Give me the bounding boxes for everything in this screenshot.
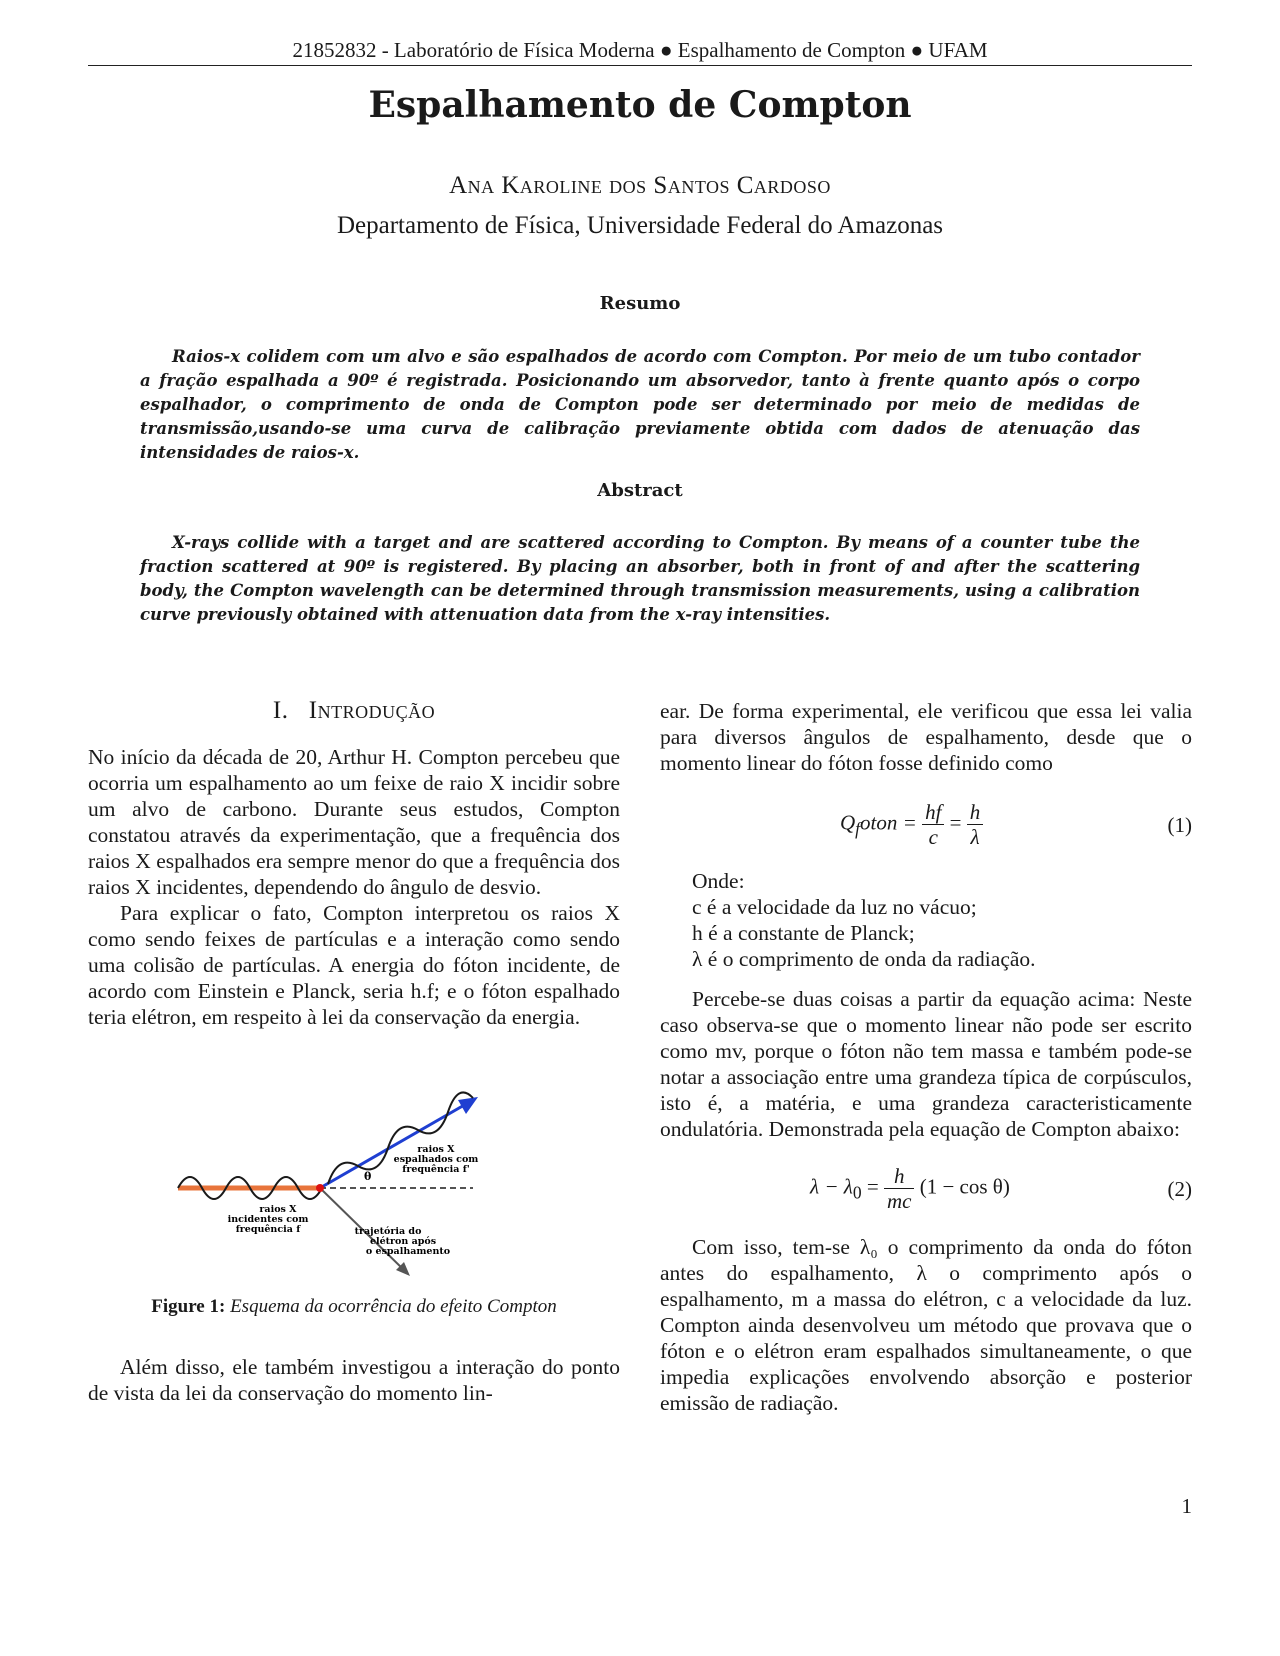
resumo-body: Raios-x colidem com um alvo e são espalhados de acordo com Compton. Por meio de um tubo contador a fração espalhada a 90º é registrada. Posicionando um absorvedor, tanto à frente quanto após o corpo espalhador, o comprimento de onda de Compton pode ser determinado por meio de medidas de transmissão,usando-se uma curva de calibração previamente obtida com dados de atenuação das intensidades de raios-x. (140, 347, 1140, 462)
equation-2-number: (2) (1167, 1177, 1192, 1201)
eq1-fraction-1 (922, 800, 944, 849)
eq1-frac1-num: hf (925, 800, 942, 824)
equation-1-number: (1) (1167, 813, 1192, 837)
right-paragraph-continued: ear. De forma experimental, ele verificou que essa lei valia para diversos ângulos de espalhamento, desde que o momento linear do fóton fosse definido como (660, 699, 1192, 775)
figure-caption (88, 1294, 620, 1320)
definitions-list (660, 868, 1192, 972)
eq1-equals: = (949, 810, 962, 835)
right-paragraph-3: Com isso, tem-se λ₀ o comprimento da onda do fóton antes do espalhamento, λ o comprimento após o espalhamento, m a massa do elétron, c a velocidade da luz. Compton ainda desenvolveu um método que provava que o fóton e o elétron eram espalhados simultaneamente, o que impedia explicações envolvendo absorção e posterior emissão de radiação. (660, 1235, 1192, 1415)
definition-lambda: λ é o comprimento de onda da radiação. (692, 947, 1036, 971)
scattered-label-3: frequência f' (402, 1164, 470, 1175)
running-head: 21852832 - Laboratório de Física Moderna ● Espalhamento de Compton ● UFAM (292, 38, 988, 62)
left-column (88, 698, 620, 1406)
angle-label: θ (364, 1170, 372, 1183)
eq2-frac-num: h (893, 1164, 905, 1188)
eq1-frac2-den: λ (970, 825, 980, 849)
eq1-lhs-rest: oton = (860, 810, 917, 835)
intro-paragraph-3: Além disso, ele também investigou a interação do ponto de vista da lei da conservação do momento lin- (88, 1355, 620, 1405)
eq1-frac2-num: h (969, 800, 981, 824)
intro-paragraph-2: Para explicar o fato, Compton interpretou os raios X como sendo feixes de partículas e a interação como sendo uma colisão de partículas. A energia do fóton incidente, de acordo com Einstein e Planck, seria h.f; e o fóton espalhado teria elétron, em respeito à lei da conservação da energia. (88, 901, 620, 1029)
section-number: I. (272, 697, 289, 724)
electron-label-3: o espalhamento (365, 1246, 451, 1257)
eq2-subscript: 0 (852, 1182, 862, 1203)
resumo-heading: Resumo (599, 293, 681, 314)
eq1-fraction-2 (967, 800, 984, 849)
abstract-body: X-rays collide with a target and are scattered according to Compton. By means of a counter tube the fraction scattered at 90º is registered. By placing an absorber, both in front of and after the scattering body, the Compton wavelength can be determined through transmission measurements, using a calibration curve previously obtained with attenuation data from the x-ray intensities. (140, 533, 1140, 624)
eq2-lhs: λ − λ (810, 1174, 853, 1199)
scattered-label-1: raios X (417, 1144, 455, 1155)
abstract-heading: Abstract (597, 480, 683, 501)
collision-point (316, 1184, 324, 1192)
paper-title: Espalhamento de Compton (368, 84, 912, 126)
eq1-subscript: f (855, 818, 861, 839)
section-heading (88, 698, 620, 724)
intro-paragraph-1: No início da década de 20, Arthur H. Compton percebeu que ocorria um espalhamento ao um feixe de raio X incidir sobre um alvo de carbono. Durante seus estudos, Compton constatou através da experimentação, que a frequência dos raios X espalhados era sempre menor do que a frequência dos raios X incidentes, dependendo do ângulo de desvio. (88, 745, 620, 899)
compton-figure (88, 1062, 620, 1282)
author-name: Ana Karoline dos Santos Cardoso (449, 172, 831, 199)
incident-label-3: frequência f (235, 1224, 301, 1235)
right-column (660, 698, 1192, 1416)
incident-label-2: incidentes com (227, 1214, 309, 1225)
figure-label: Figure 1: (151, 1296, 226, 1317)
onde-label: Onde: (692, 869, 745, 893)
scattered-label-2: espalhados com (393, 1154, 479, 1165)
definition-c: c é a velocidade da luz no vácuo; (692, 895, 977, 919)
eq2-rest: (1 − cos θ) (919, 1174, 1010, 1199)
page-number: 1 (1181, 1494, 1192, 1518)
eq2-frac-den: mc (886, 1189, 912, 1213)
electron-label-2: elétron após (369, 1236, 437, 1247)
eq2-fraction (884, 1164, 915, 1213)
electron-label-1: trajetória do (354, 1226, 422, 1237)
eq1-lhs: Q (840, 810, 856, 835)
right-paragraph-2: Percebe-se duas coisas a partir da equação acima: Neste caso observa-se que o momento linear não pode ser escrito como mv, porque o fóton não tem massa e também pode-se notar a associação entre uma grandeza típica de corpúsculos, isto é, a matéria, e uma grandeza caracteristicamente ondulatória. Demonstrada pela equação de Compton abaixo: (660, 987, 1192, 1141)
figure-caption-text: Esquema da ocorrência do efeito Compton (230, 1296, 557, 1317)
eq1-frac1-den: c (928, 825, 938, 849)
eq2-equals: = (866, 1174, 879, 1199)
affiliation: Departamento de Física, Universidade Federal do Amazonas (336, 212, 944, 239)
section-title: Introdução (308, 697, 436, 724)
incident-label-1: raios X (259, 1204, 297, 1215)
header-rule (88, 65, 1192, 66)
equation-2 (660, 1158, 1192, 1218)
definition-h: h é a constante de Planck; (692, 921, 915, 945)
equation-1 (660, 794, 1192, 854)
